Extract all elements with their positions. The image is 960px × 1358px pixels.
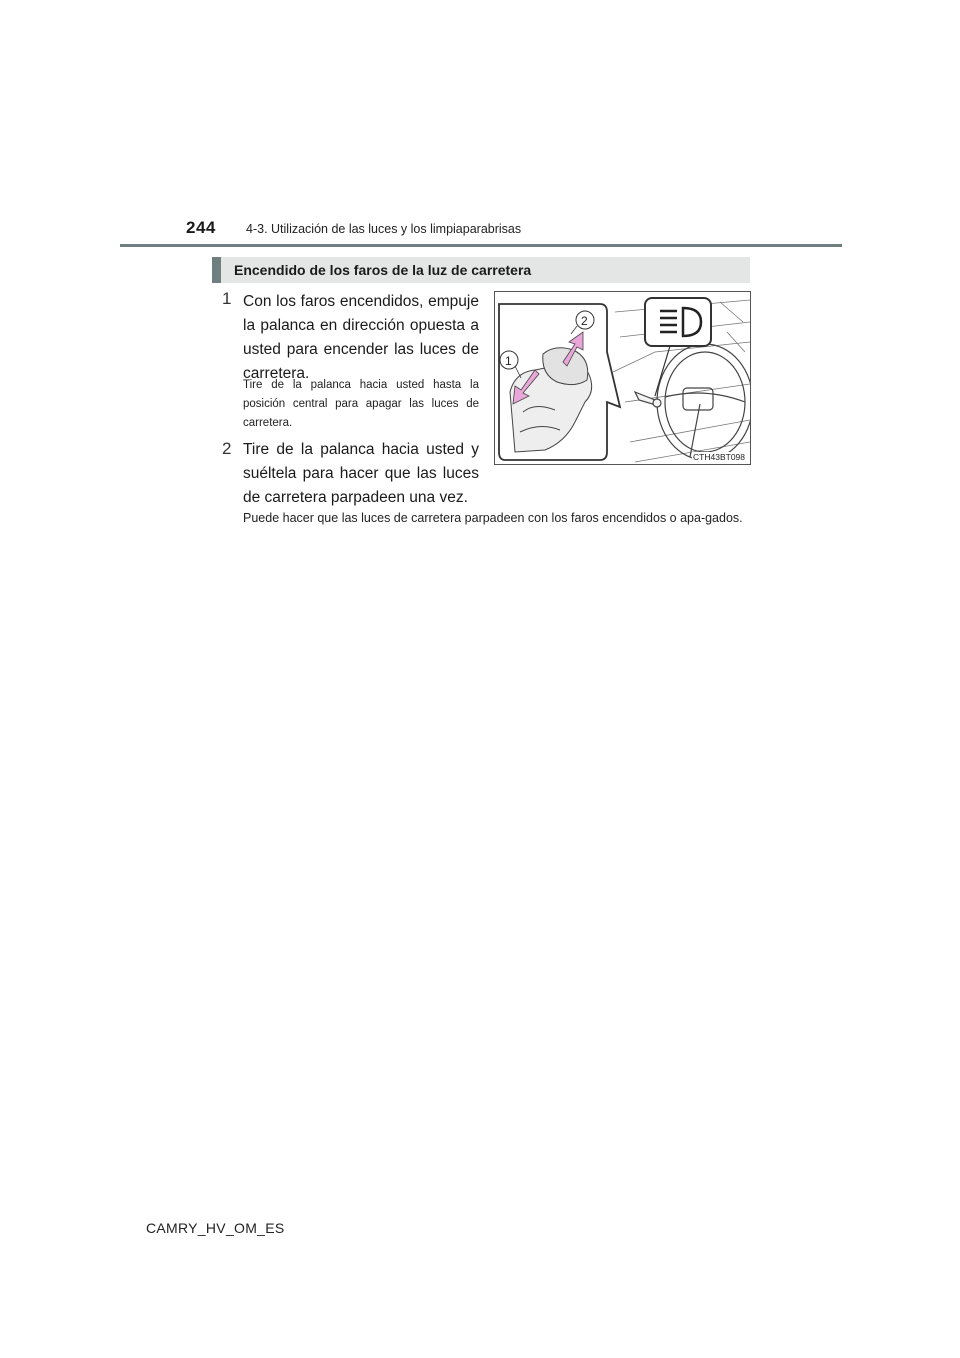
section-title: 4-3. Utilización de las luces y los limpiaparabrisas: [246, 222, 522, 236]
bottom-note: Puede hacer que las luces de carretera parpadeen con los faros encendidos o apa-gados.: [243, 511, 743, 525]
step-1-number: 1: [222, 289, 232, 308]
step-2-number: 2: [222, 439, 232, 458]
figure-code: CTH43BT098: [693, 452, 745, 462]
high-beam-icon: [645, 298, 711, 396]
subheading-bar: [212, 257, 750, 283]
page-number: 244: [186, 218, 216, 237]
callout-1: 1: [505, 354, 512, 368]
step-1-text: Con los faros encendidos, empuje la palanca en dirección opuesta a usted para encender las luces de carretera.: [243, 293, 479, 382]
step-1-note: Tire de la palanca hacia usted hasta la posición central para apagar las luces de carretera.: [243, 379, 479, 429]
manual-code: CAMRY_HV_OM_ES: [146, 1220, 285, 1236]
callout-2: 2: [581, 314, 588, 328]
lever-drawing: [495, 292, 751, 465]
subheading-text: Encendido de los faros de la luz de carretera: [234, 262, 532, 278]
lever-illustration: [494, 291, 751, 465]
header-rule: [120, 244, 842, 247]
step-2-text: Tire de la palanca hacia usted y suéltela para hacer que las luces de carretera parpadeen una vez.: [243, 441, 479, 506]
